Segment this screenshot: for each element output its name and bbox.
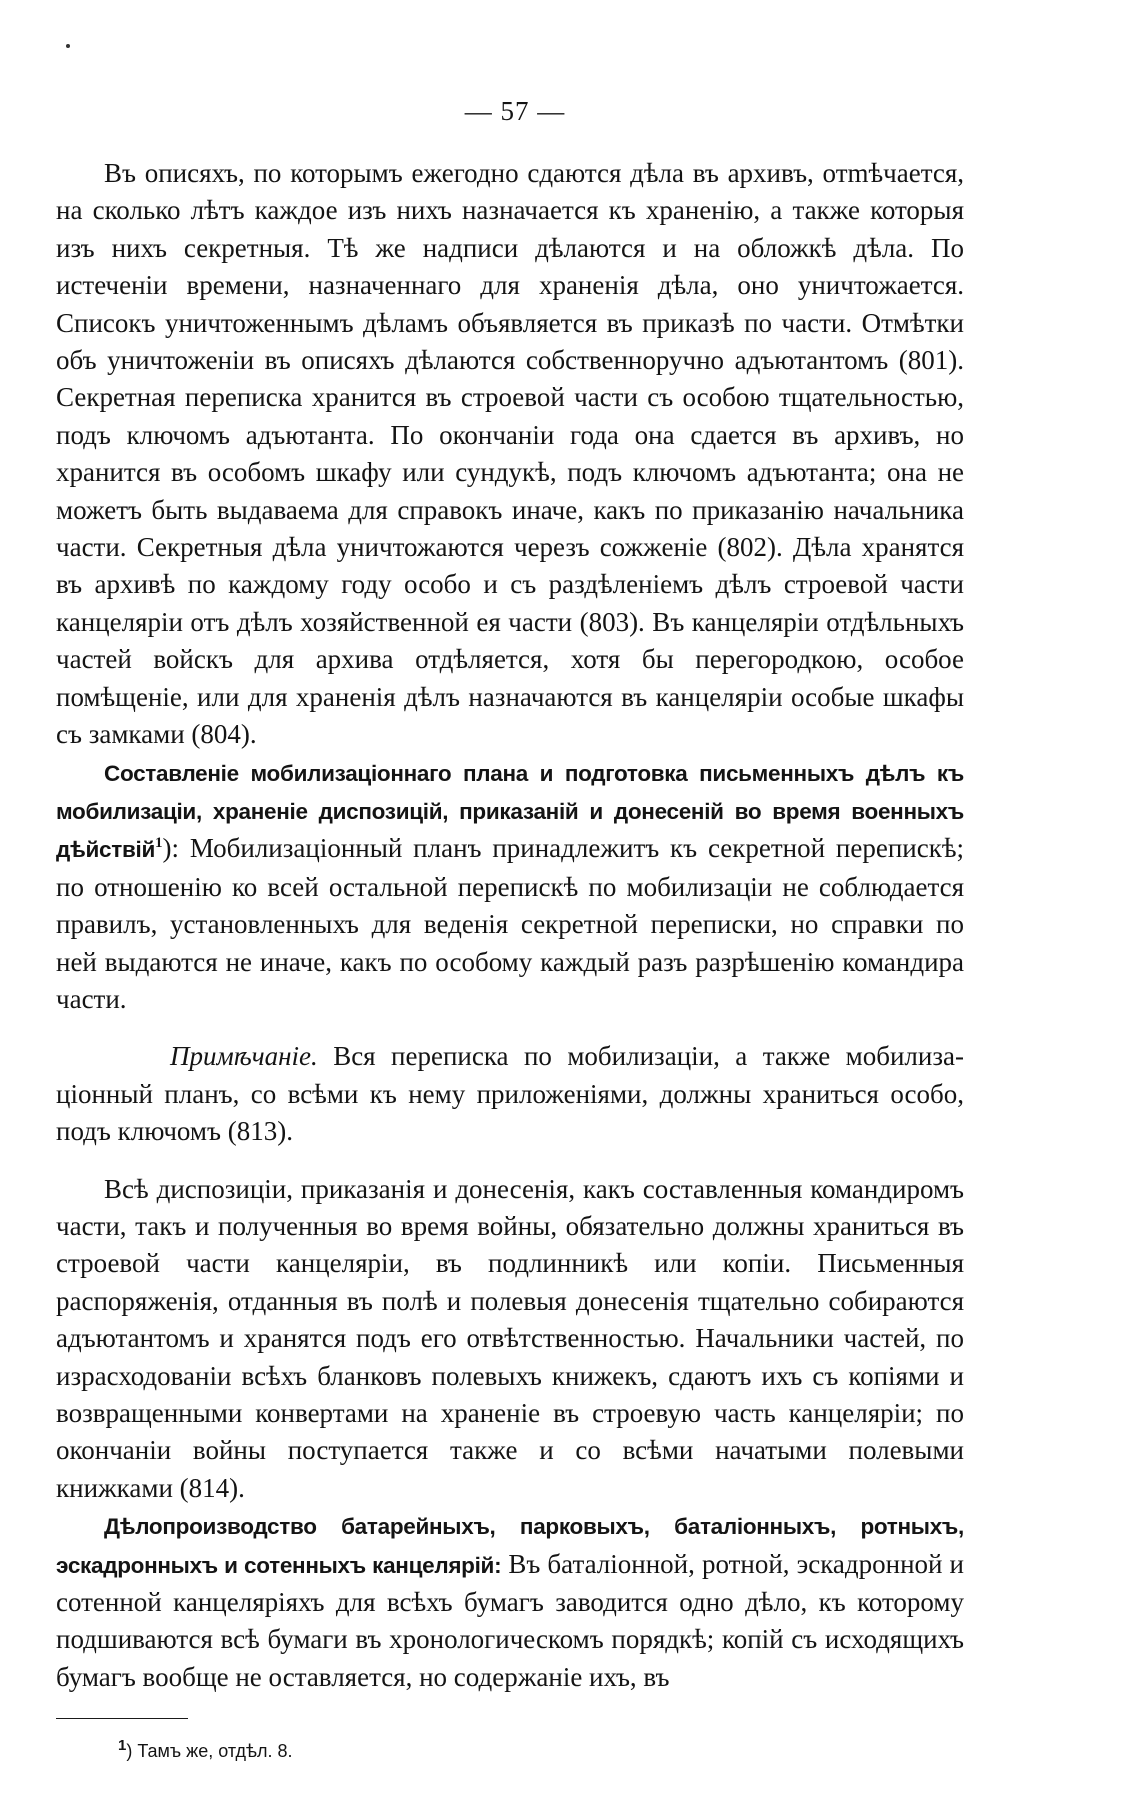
note-label: Примѣчаніе.: [170, 1041, 318, 1072]
footnote: [118, 1737, 964, 1762]
section-heading-mobilization: Составленіе мобилизаціоннаго плана и подготовка письменныхъ дѣлъ къ мобилизаціи, храненіе диспозицій, приказаній и донесеній во время военныхъ дѣйствій: [56, 760, 964, 863]
paragraph-record-keeping: [56, 1507, 964, 1696]
note-text: Вся переписка по мобилизаціи, а также мобилизаціонный планъ, со всѣми къ нему приложеніями, должны храниться особо, подъ ключомъ (813).: [56, 1041, 964, 1147]
paragraph-note: [56, 1038, 964, 1150]
page-body: [56, 155, 964, 1696]
paragraph-dispositions: [56, 1171, 964, 1508]
paragraph-text: Въ баталіонной, ротной, эскадронной и сотенной канцеляріяхъ для всѣхъ бумагъ заводится одно дѣло, къ которому подшиваются всѣ бумаги въ хронологическомъ порядкѣ; копій съ исходящихъ бумагъ вообще не оставляется, но содержаніе ихъ, въ: [56, 1548, 964, 1692]
paragraph-mobilization: [56, 754, 964, 1019]
footnote-mark: 1: [118, 1737, 127, 1755]
section-heading-record-keeping: Дѣлопроизводство батарейныхъ, парковыхъ, баталіонныхъ, ротныхъ, эскадронныхъ и сотенныхъ канцелярій:: [56, 1514, 964, 1578]
book-page: [56, 96, 964, 1762]
footnote-divider: [56, 1718, 188, 1719]
paragraph-text: ): Мобилизаціонный планъ принадлежитъ къ секретной перепискѣ; по отношенію ко всей остальной перепискѣ по мобилизаціи не соблюдается правилъ, установленныхъ для веденія секретной переписки, но справки по ней выдаются не иначе, какъ по особому каждый разъ разрѣшенію командира части.: [56, 833, 964, 1014]
footnote-text: ) Тамъ же, отдѣл. 8.: [126, 1741, 293, 1762]
paragraph-text: Въ описяхъ, по которымъ ежегодно сдаются дѣла въ архивъ, отmѣчается, на сколько лѣтъ каждое изъ нихъ назначается къ храненію, а также которыя изъ нихъ секретныя. Тѣ же надписи дѣлаются и на обложкѣ дѣла. По истеченіи времени, назначеннаго для храненія дѣла, оно уничтожается. Списокъ уничтоженнымъ дѣламъ объявляется въ приказѣ по части. Отмѣтки объ уничтоженіи въ описяхъ дѣлаются собственноручно адъютантомъ (801). Секретная переписка хранится въ строевой части съ особою тщательностью, подъ ключомъ адъютанта. По окончаніи года она сдается въ архивъ, но хранится въ особомъ шкафу или сундукѣ, подъ ключомъ адъютанта; она не можетъ быть выдаваема для справокъ иначе, какъ по приказанію начальника части. Секретныя дѣла уничтожаются черезъ сожженіе (802). Дѣла хранятся въ архивѣ по каждому году особо и съ раздѣленіемъ дѣлъ строевой части канцеляріи отъ дѣлъ хозяйственной ея части (803). Въ канцеляріи отдѣльныхъ частей войскъ для архива отдѣляется, хотя бы перегородкою, особое помѣщеніе, или для храненія дѣлъ назначаются въ канцеляріи особые шкафы съ замками (804).: [56, 158, 964, 750]
paragraph-archive-inventories: [56, 155, 964, 754]
page-number: — 57 —: [464, 96, 566, 126]
footnote-reference: 1: [154, 835, 163, 852]
stray-mark: [66, 44, 70, 48]
paragraph-text: Всѣ диспозиціи, приказанія и донесенія, какъ составленныя командиромъ части, такъ и полученныя во время войны, обязательно должны храниться въ строевой части канцеляріи, въ подлинникѣ или копіи. Письменныя распоряженія, отданныя въ полѣ и полевыя донесенія тщательно собираются адъютантомъ и хранятся подъ его отвѣтственностью. Начальники частей, по израсходованіи всѣхъ бланковъ полевыхъ книжекъ, сдаютъ ихъ съ копіями и возвращенными конвертами на храненіе въ строевую часть канцеляріи; по окончаніи войны поступается также и со всѣми начатыми полевыми книжками (814).: [56, 1173, 964, 1503]
